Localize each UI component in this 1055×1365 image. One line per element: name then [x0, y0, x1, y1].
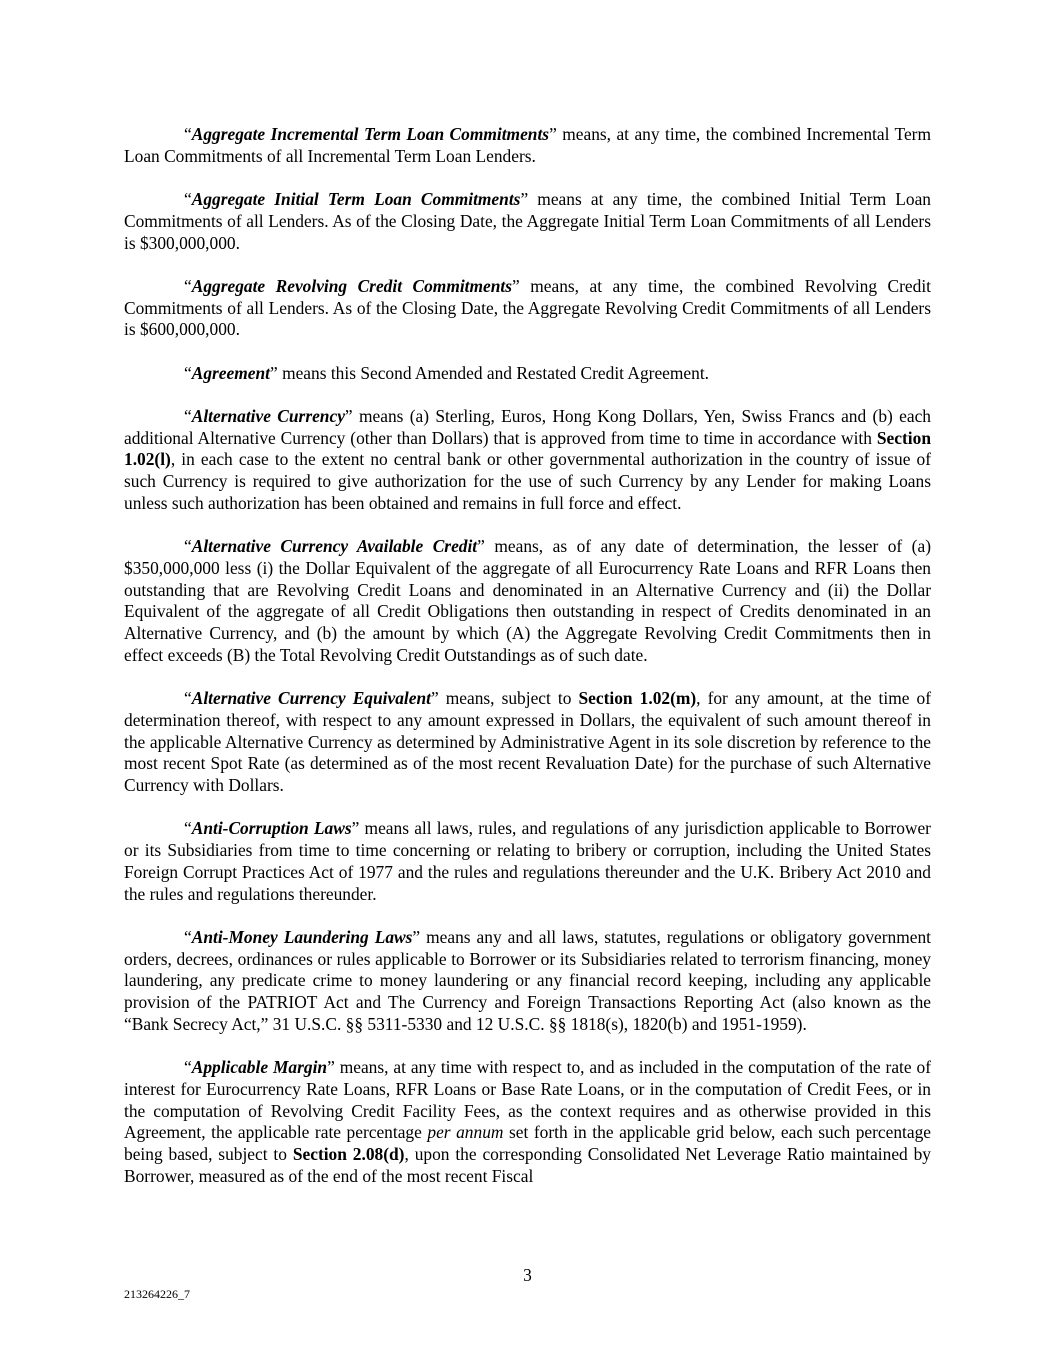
defined-term: Alternative Currency Equivalent — [191, 688, 431, 709]
definition-text: means all laws, rules, and regulations of any jurisdiction applicable to Borrower or its Subsidiaries from time to time concerning or relating to bribery or corruption, including the United States Foreign Corrupt Practices Act of 1977 and the rules and regulations thereunder and the U.K. Bribery Act 2010 and the rules and regulations thereunder. — [124, 818, 931, 904]
section-reference: Section 1.02(l) — [124, 427, 931, 470]
defined-term: Aggregate Revolving Credit Commitments — [191, 275, 513, 296]
definition-text: means, as of any date of determination, the lesser of (a) $350,000,000 less (i) the Dollar Equivalent of the aggregate of all Eurocurrency Rate Loans and RFR Loans then outstanding that are Revolving Credit Loans and denominated in an Alternative Currency and (ii) the Dollar Equivalent of the aggregate of all Credit Obligations then outstanding in respect of Credits denominated in an Alternative Currency, and (b) the amount by which (A) the Aggregate Revolving Credit Commitments then in effect exceeds (B) the Total Revolving Credit Outstandings as of such date. — [124, 536, 931, 665]
definition-paragraph: “Anti-Money Laundering Laws” means any and all laws, statutes, regulations or obligatory government orders, decrees, ordinances or rules applicable to Borrower or its Subsidiaries related to terrorism financing, money laundering, any predicate crime to money laundering or any financial record keeping, including any applicable provision of the PATRIOT Act and The Currency and Foreign Transactions Reporting Act (also known as the “Bank Secrecy Act,” 31 U.S.C. §§ 5311-5330 and 12 U.S.C. §§ 1818(s), 1820(b) and 1951-1959). — [124, 926, 932, 1034]
defined-term: Agreement — [191, 362, 270, 383]
definition-paragraph: “Alternative Currency” means (a) Sterling, Euros, Hong Kong Dollars, Yen, Swiss Francs and (b) each additional Alternative Currency (other than Dollars) that is approved from time to time in accordance with Section 1.02(l), in each case to the extent no central bank or other governmental authorization in the country of issue of such Currency is required to give authorization for the use of such Currency by any Lender for making Loans unless such authorization has been obtained and remains in full force and effect. — [124, 406, 931, 513]
document-id: 213264226_7 — [124, 1287, 190, 1301]
definition-text: means any and all laws, statutes, regulations or obligatory government orders, decrees, ordinances or rules applicable to Borrower or its Subsidiaries related to terrorism financing, money laundering, any predicate crime to money laundering or any financial record keeping, including any applicable provision of the PATRIOT Act and The Currency and Foreign Transactions Reporting Act (also known as the “Bank Secrecy Act,” 31 U.S.C. §§ 5311-5330 and 12 U.S.C. §§ 1818(s), 1820(b) and 1951-1959). — [124, 926, 932, 1034]
definition-paragraph: “Alternative Currency Equivalent” means, subject to Section 1.02(m), for any amount, at the time of determination thereof, with respect to any amount expressed in Dollars, the equivalent of such amount thereof in the applicable Alternative Currency as determined by Administrative Agent in its sole discretion by reference to the most recent Spot Rate (as determined as of the most recent Revaluation Date) for the purchase of such Alternative Currency with Dollars. — [124, 688, 932, 795]
defined-term: Alternative Currency Available Credit — [191, 536, 478, 557]
defined-term: Anti-Corruption Laws — [191, 818, 352, 839]
definition-text: , in each case to the extent no central bank or other governmental authorization in the country of issue of such Currency is required to give authorization for the use of such Currency by any Lender for making Loans unless such authorization has been obtained and remains in full force and effect. — [124, 449, 931, 513]
page-number: 3 — [523, 1265, 532, 1285]
document-body — [124, 124, 931, 1209]
defined-term: Aggregate Incremental Term Loan Commitments — [191, 124, 550, 144]
definition-paragraph: “Anti-Corruption Laws” means all laws, rules, and regulations of any jurisdiction applicable to Borrower or its Subsidiaries from time to time concerning or relating to bribery or corruption, including the United States Foreign Corrupt Practices Act of 1977 and the rules and regulations thereunder and the U.K. Bribery Act 2010 and the rules and regulations thereunder. — [124, 818, 931, 904]
definition-paragraph: “Applicable Margin” means, at any time with respect to, and as included in the computation of the rate of interest for Eurocurrency Rate Loans, RFR Loans or Base Rate Loans, or in the computation of Credit Fees, or in the computation of Revolving Credit Facility Fees, as the context requires and as otherwise provided in this Agreement, the applicable rate percentage per annum set forth in the applicable grid below, each such percentage being based, subject to Section 2.08(d), upon the corresponding Consolidated Net Leverage Ratio maintained by Borrower, measured as of the end of the most recent Fiscal — [124, 1057, 932, 1186]
definition-text: means at any time, the combined Initial Term Loan Commitments of all Lenders. As of the Closing Date, the Aggregate Initial Term Loan Commitments of all Lenders is $300,000,000. — [124, 189, 931, 253]
definition-text: means (a) Sterling, Euros, Hong Kong Dollars, Yen, Swiss Francs and (b) each additional Alternative Currency (other than Dollars) that is approved from time to time in accordance with — [124, 406, 931, 448]
section-reference: Section 2.08(d) — [292, 1143, 405, 1164]
defined-term: Aggregate Initial Term Loan Commitments — [191, 189, 521, 210]
definition-text: means, at any time with respect to, and as included in the computation of the rate of interest for Eurocurrency Rate Loans, RFR Loans or Base Rate Loans, or in the computation of Credit Fees, or in the computation of Revolving Credit Facility Fees, as the context requires and as otherwise provided in this Agreement, the applicable rate percentage — [124, 1057, 931, 1143]
defined-term: Alternative Currency — [191, 406, 345, 427]
definition-text: means, subject to — [438, 688, 579, 709]
definition-text: , upon the corresponding Consolidated Net Leverage Ratio maintained by Borrower, measured as of the end of the most recent Fiscal — [124, 1143, 932, 1186]
italic-phrase: per annum — [427, 1122, 504, 1143]
section-reference: Section 1.02(m) — [578, 688, 697, 709]
definition-paragraph: “Aggregate Initial Term Loan Commitments” means at any time, the combined Initial Term Loan Commitments of all Lenders. As of the Closing Date, the Aggregate Initial Term Loan Commitments of all Lenders is $300,000,000. — [124, 189, 931, 253]
definition-paragraph: “Alternative Currency Available Credit” means, as of any date of determination, the lesser of (a) $350,000,000 less (i) the Dollar Equivalent of the aggregate of all Eurocurrency Rate Loans and RFR Loans then outstanding that are Revolving Credit Loans and denominated in an Alternative Currency and (ii) the Dollar Equivalent of the aggregate of all Credit Obligations then outstanding in respect of Credits denominated in an Alternative Currency, and (b) the amount by which (A) the Aggregate Revolving Credit Commitments then in effect exceeds (B) the Total Revolving Credit Outstandings as of such date. — [124, 536, 931, 665]
defined-term: Anti-Money Laundering Laws — [191, 926, 413, 947]
definition-text: , for any amount, at the time of determination thereof, with respect to any amount expressed in Dollars, the equivalent of such amount thereof in the applicable Alternative Currency as determined by Administrative Agent in its sole discretion by reference to the most recent Spot Rate (as determined as of the most recent Revaluation Date) for the purchase of such Alternative Currency with Dollars. — [124, 688, 932, 795]
definition-paragraph: “Aggregate Revolving Credit Commitments” means, at any time, the combined Revolving Credit Commitments of all Lenders. As of the Closing Date, the Aggregate Revolving Credit Commitments of all Lenders is $600,000,000. — [124, 275, 931, 340]
definition-paragraph: “Agreement” means this Second Amended and Restated Credit Agreement. — [184, 362, 710, 383]
definition-paragraph: “Aggregate Incremental Term Loan Commitments” means, at any time, the combined Incremental Term Loan Commitments of all Incremental Term Loan Lenders. — [124, 124, 931, 166]
definition-text: means this Second Amended and Restated Credit Agreement. — [277, 362, 710, 383]
defined-term: Applicable Margin — [191, 1057, 328, 1078]
definition-text: means, at any time, the combined Incremental Term Loan Commitments of all Incremental Term Loan Lenders. — [124, 124, 931, 166]
definition-text: means, at any time, the combined Revolving Credit Commitments of all Lenders. As of the Closing Date, the Aggregate Revolving Credit Commitments of all Lenders is $600,000,000. — [124, 275, 931, 340]
definition-text: set forth in the applicable grid below, each such percentage being based, subject to — [124, 1122, 932, 1164]
